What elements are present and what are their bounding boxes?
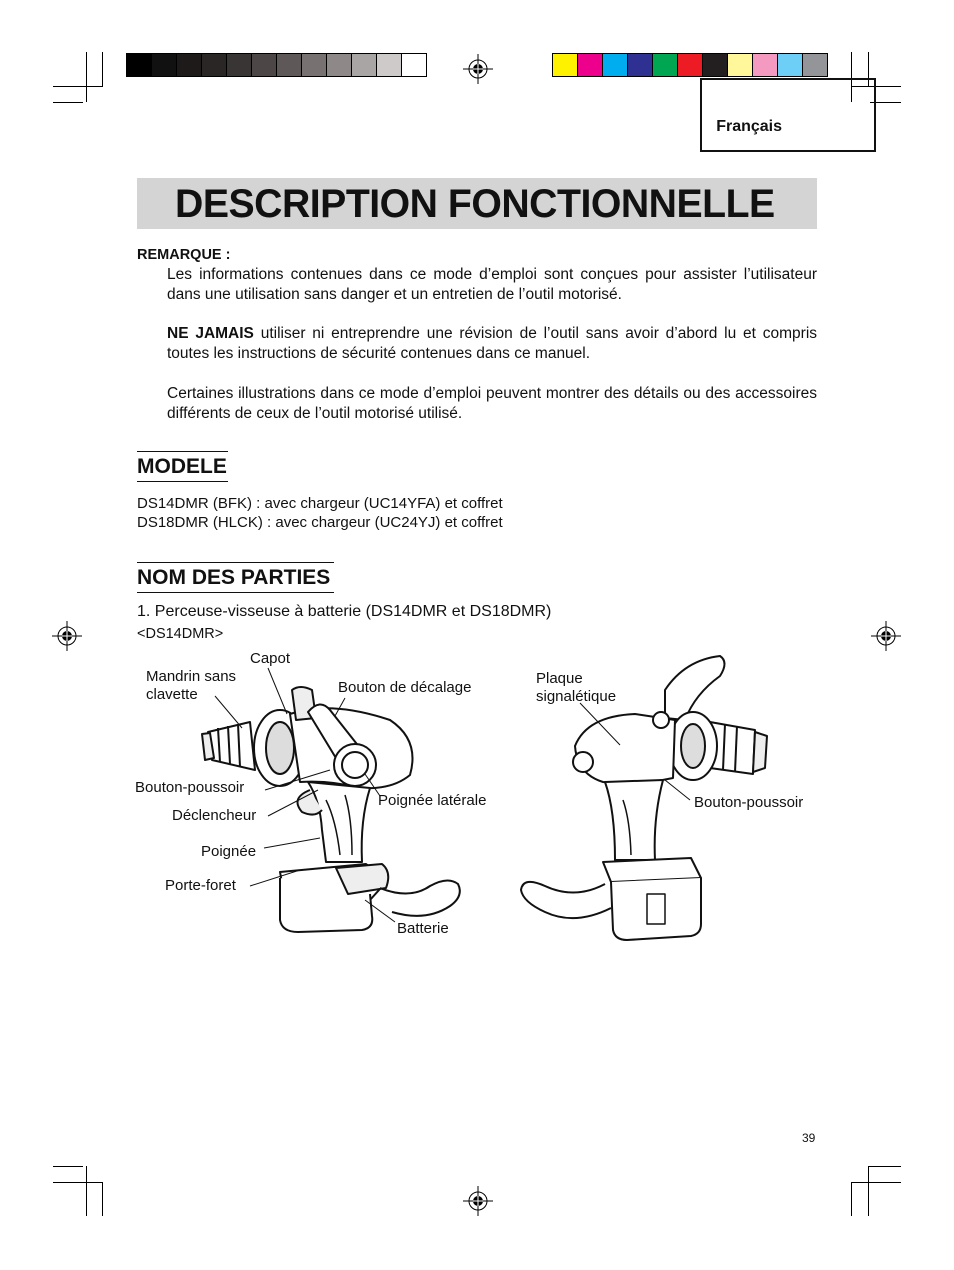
- parties-heading: NOM DES PARTIES: [137, 562, 334, 593]
- label-poignee-laterale: Poignée latérale: [378, 792, 487, 809]
- label-bouton-poussoir-right: Bouton-poussoir: [694, 794, 804, 811]
- page-number: 39: [802, 1131, 816, 1145]
- label-batterie: Batterie: [397, 920, 449, 937]
- modele-heading: MODELE: [137, 451, 228, 482]
- label-plaque-1: Plaque: [536, 670, 583, 687]
- model-tag: <DS14DMR>: [137, 626, 224, 642]
- modele-line-1: DS14DMR (BFK) : avec chargeur (UC14YFA) et coffret: [137, 495, 503, 512]
- remarque-bold: NE JAMAIS: [167, 325, 254, 342]
- label-declencheur: Déclencheur: [172, 807, 257, 824]
- label-mandrin-1: Mandrin sans: [146, 668, 237, 685]
- remarque-paragraph-1: Les informations contenues dans ce mode d’emploi sont conçues pour assister l’utilisateur dans une utilisation sans danger et un entretien de l’outil motorisé.: [167, 266, 817, 303]
- label-bouton-poussoir-left: Bouton-poussoir: [135, 779, 245, 796]
- language-label: Français: [716, 118, 782, 135]
- label-mandrin-2: clavette: [146, 686, 198, 703]
- page-title: DESCRIPTION FONCTIONNELLE: [175, 182, 775, 226]
- label-capot: Capot: [250, 650, 291, 667]
- label-bouton-decalage: Bouton de décalage: [338, 679, 472, 696]
- remarque-paragraph-2-text: utiliser ni entreprendre une révision de l’outil sans avoir d’abord lu et compris toutes les instructions de sécurité contenues dans ce manuel.: [167, 325, 818, 362]
- label-poignee: Poignée: [201, 843, 257, 860]
- label-porte-foret: Porte-foret: [165, 877, 236, 894]
- remarque-paragraph-3: Certaines illustrations dans ce mode d’emploi peuvent montrer des détails ou des accessoires différents de ceux de l’outil motorisé utilisé.: [167, 385, 817, 422]
- modele-line-2: DS18DMR (HLCK) : avec chargeur (UC24YJ) et coffret: [137, 514, 503, 531]
- remarque-heading: REMARQUE :: [137, 247, 231, 263]
- parties-item-1: 1. Perceuse-visseuse à batterie (DS14DMR et DS18DMR): [137, 603, 552, 620]
- label-plaque-2: signalétique: [536, 688, 617, 705]
